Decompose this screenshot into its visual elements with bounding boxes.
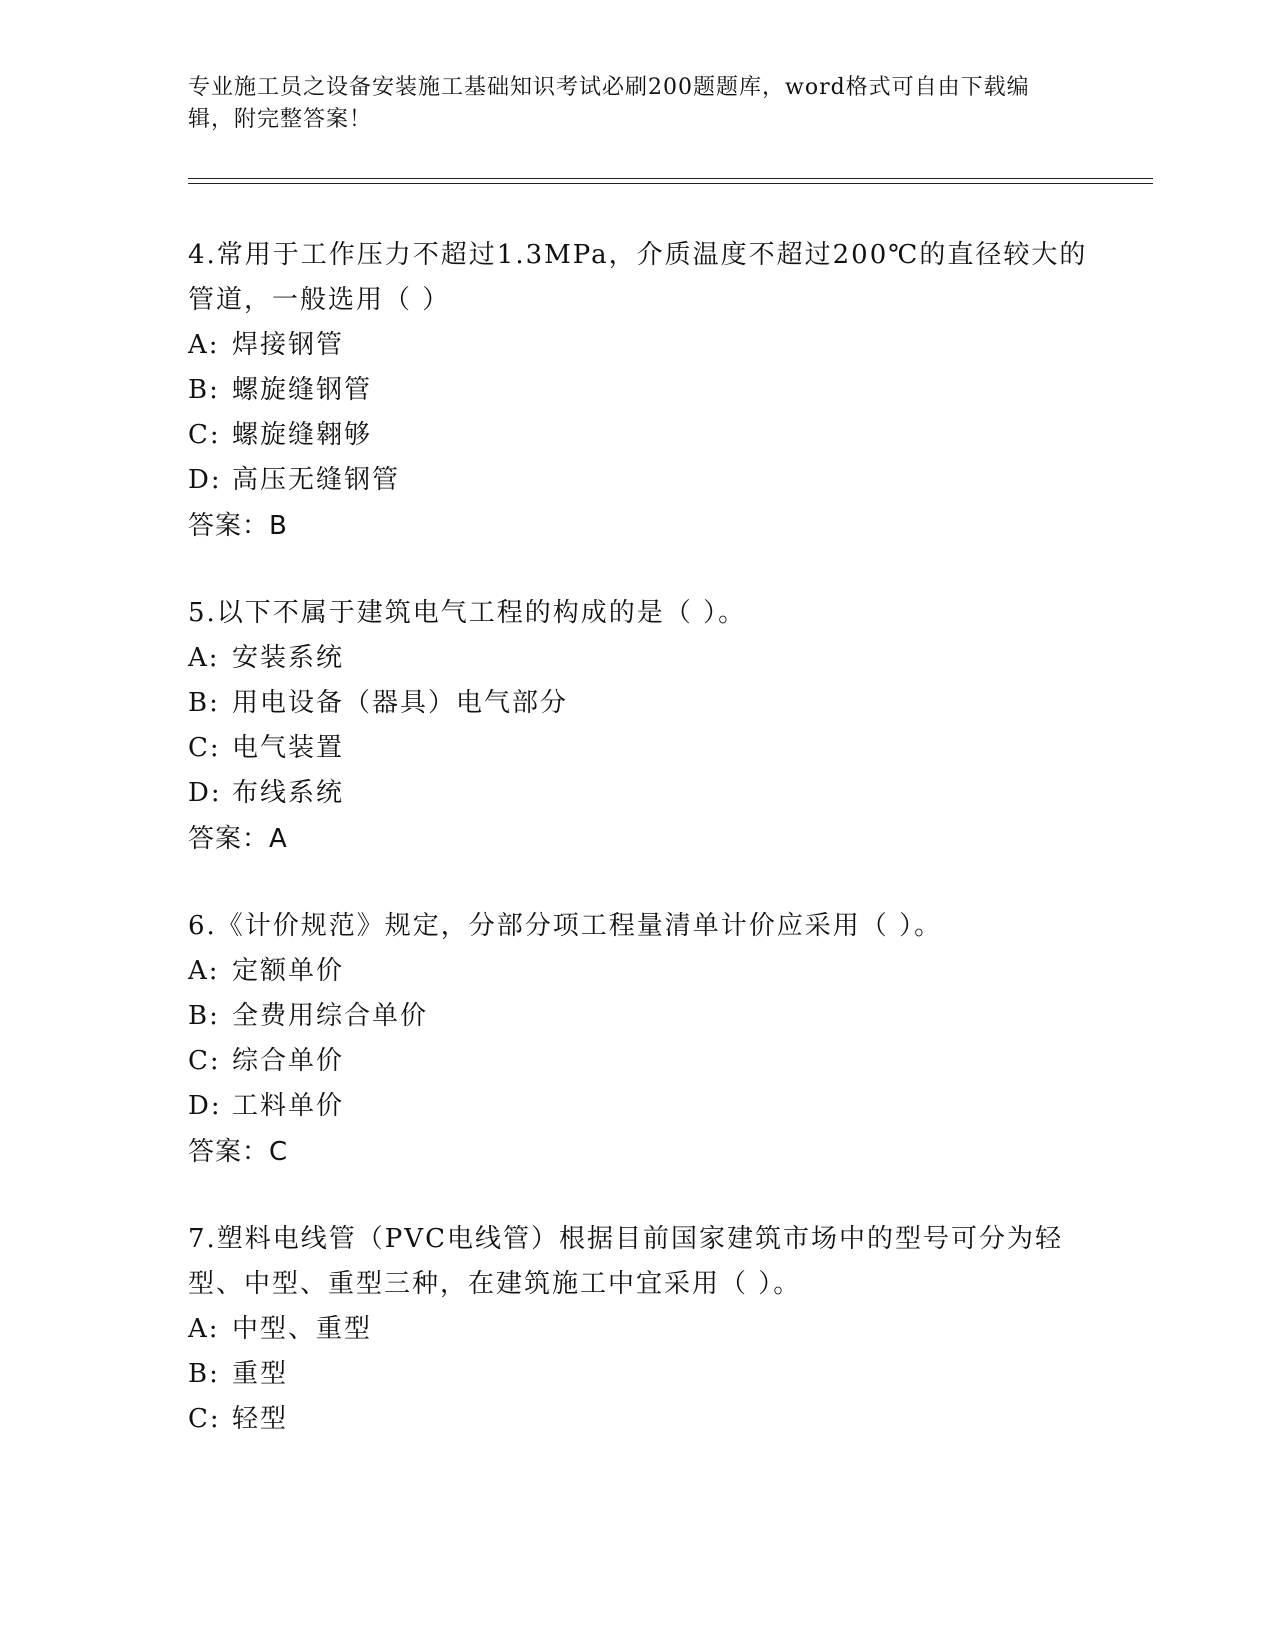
option-d [188,1084,1088,1129]
answer: 答案：B [188,511,288,541]
option-key: B: [188,1359,220,1389]
option-text: 高压无缝钢管 [232,465,401,495]
option-key: B: [188,1001,220,1031]
option-text: 综合单价 [232,1046,345,1076]
option-text: 重型 [232,1359,289,1389]
option-key: D: [188,465,222,495]
header-divider-top [188,178,1153,179]
option-key: A: [188,643,220,673]
option-d [188,458,1088,503]
option-text: 全费用综合单价 [232,1001,429,1031]
option-a [188,323,1088,368]
option-key: C: [188,420,221,450]
option-a [188,636,1088,681]
option-key: C: [188,733,221,763]
option-b [188,994,1088,1039]
option-b [188,1352,1088,1397]
option-text: 用电设备（器具）电气部分 [232,688,569,718]
document-intro: 专业施工员之设备安装施工基础知识考试必刷200题题库，word格式可自由下载编辑，附完整答案！ [188,75,1030,132]
option-c [188,726,1088,771]
question-text: 7.塑料电线管（PVC电线管）根据目前国家建筑市场中的型号可分为轻型、中型、重型三种，在建筑施工中宜采用（ ）。 [188,1224,1063,1299]
option-key: C: [188,1046,221,1076]
question-text: 6.《计价规范》规定，分部分项工程量清单计价应采用（ ）。 [188,911,943,941]
option-text: 焊接钢管 [232,330,345,360]
question-text: 4.常用于工作压力不超过1.3MPa，介质温度不超过200℃的直径较大的管道，一般选用（ ） [188,240,1088,315]
option-text: 电气装置 [232,733,345,763]
option-b [188,368,1088,413]
option-text: 中型、重型 [232,1314,373,1344]
option-text: 螺旋缝翱够 [232,420,373,450]
question-list [188,233,1088,1484]
option-key: C: [188,1404,221,1434]
option-b [188,681,1088,726]
option-key: D: [188,778,222,808]
question-4 [188,233,1088,549]
option-key: D: [188,1091,222,1121]
option-key: A: [188,956,220,986]
option-key: B: [188,375,220,405]
option-text: 工料单价 [232,1091,345,1121]
question-text: 5.以下不属于建筑电气工程的构成的是（ ）。 [188,598,747,628]
answer: 答案：A [188,824,288,854]
option-c [188,1397,1088,1442]
option-text: 螺旋缝钢管 [232,375,373,405]
question-6 [188,904,1088,1175]
option-text: 轻型 [232,1404,289,1434]
option-key: A: [188,1314,220,1344]
header-divider-bottom [188,183,1153,184]
answer: 答案：C [188,1137,289,1167]
option-c [188,413,1088,458]
question-5 [188,591,1088,862]
option-key: A: [188,330,220,360]
option-text: 定额单价 [232,956,345,986]
option-a [188,1307,1088,1352]
option-c [188,1039,1088,1084]
option-a [188,949,1088,994]
option-key: B: [188,688,220,718]
option-text: 安装系统 [232,643,345,673]
option-d [188,771,1088,816]
option-text: 布线系统 [232,778,345,808]
question-7 [188,1217,1088,1442]
